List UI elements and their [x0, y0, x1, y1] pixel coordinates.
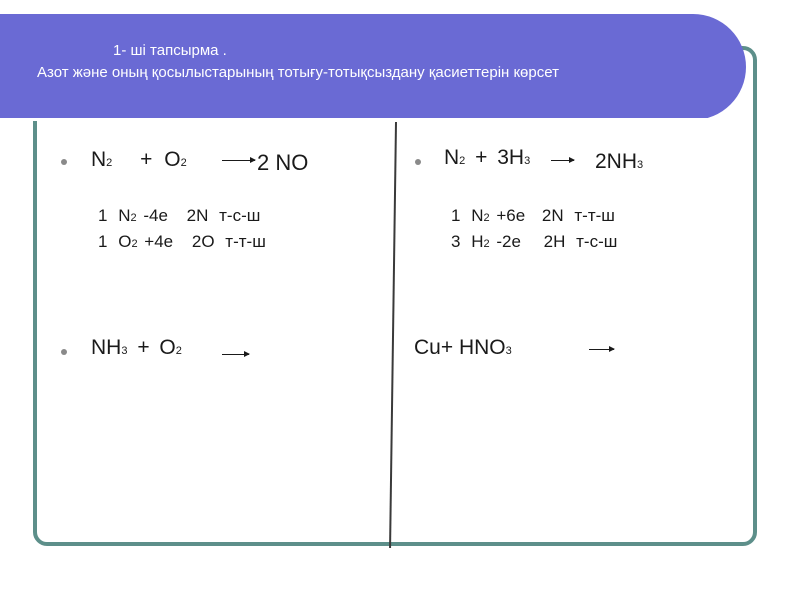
left-equation-1	[91, 148, 187, 172]
product: 2NH3	[595, 150, 644, 173]
redox-line-1: 1 N2 -4e 2N т-с-ш	[98, 206, 261, 225]
task-title: 1- ші тапсырма .	[113, 42, 227, 59]
task-subtitle: Азот және оның қосылыстарының тотығу-тотықсыздану қасиеттерін көрсет	[37, 64, 559, 81]
redox-line-2: 3 H2 -2e 2H т-с-ш	[451, 232, 618, 251]
oxygen-symbol: O	[164, 148, 181, 171]
reaction-arrow-icon	[589, 349, 614, 350]
reaction-arrow-icon	[222, 160, 255, 161]
nitrogen-symbol: N	[91, 148, 107, 171]
subscript: 2	[180, 157, 187, 169]
redox-line-2: 1 O2 +4e 2O т-т-ш	[98, 232, 266, 251]
right-equation-2: Cu+ HNO3	[414, 336, 512, 359]
product: 2 NO	[257, 150, 309, 175]
bullet-icon	[415, 159, 421, 165]
header-rule	[0, 118, 710, 121]
right-equation-1: N2 + 3H3	[444, 146, 531, 169]
reaction-arrow-icon	[551, 160, 574, 161]
left-equation-2: NH3 + O2	[91, 336, 182, 359]
plus-sign: +	[140, 148, 153, 171]
bullet-icon	[61, 349, 67, 355]
redox-line-1: 1 N2 +6e 2N т-т-ш	[451, 206, 615, 225]
slide-frame	[33, 46, 757, 546]
reaction-arrow-icon	[222, 354, 249, 355]
bullet-icon	[61, 159, 67, 165]
subscript: 2	[106, 157, 113, 169]
